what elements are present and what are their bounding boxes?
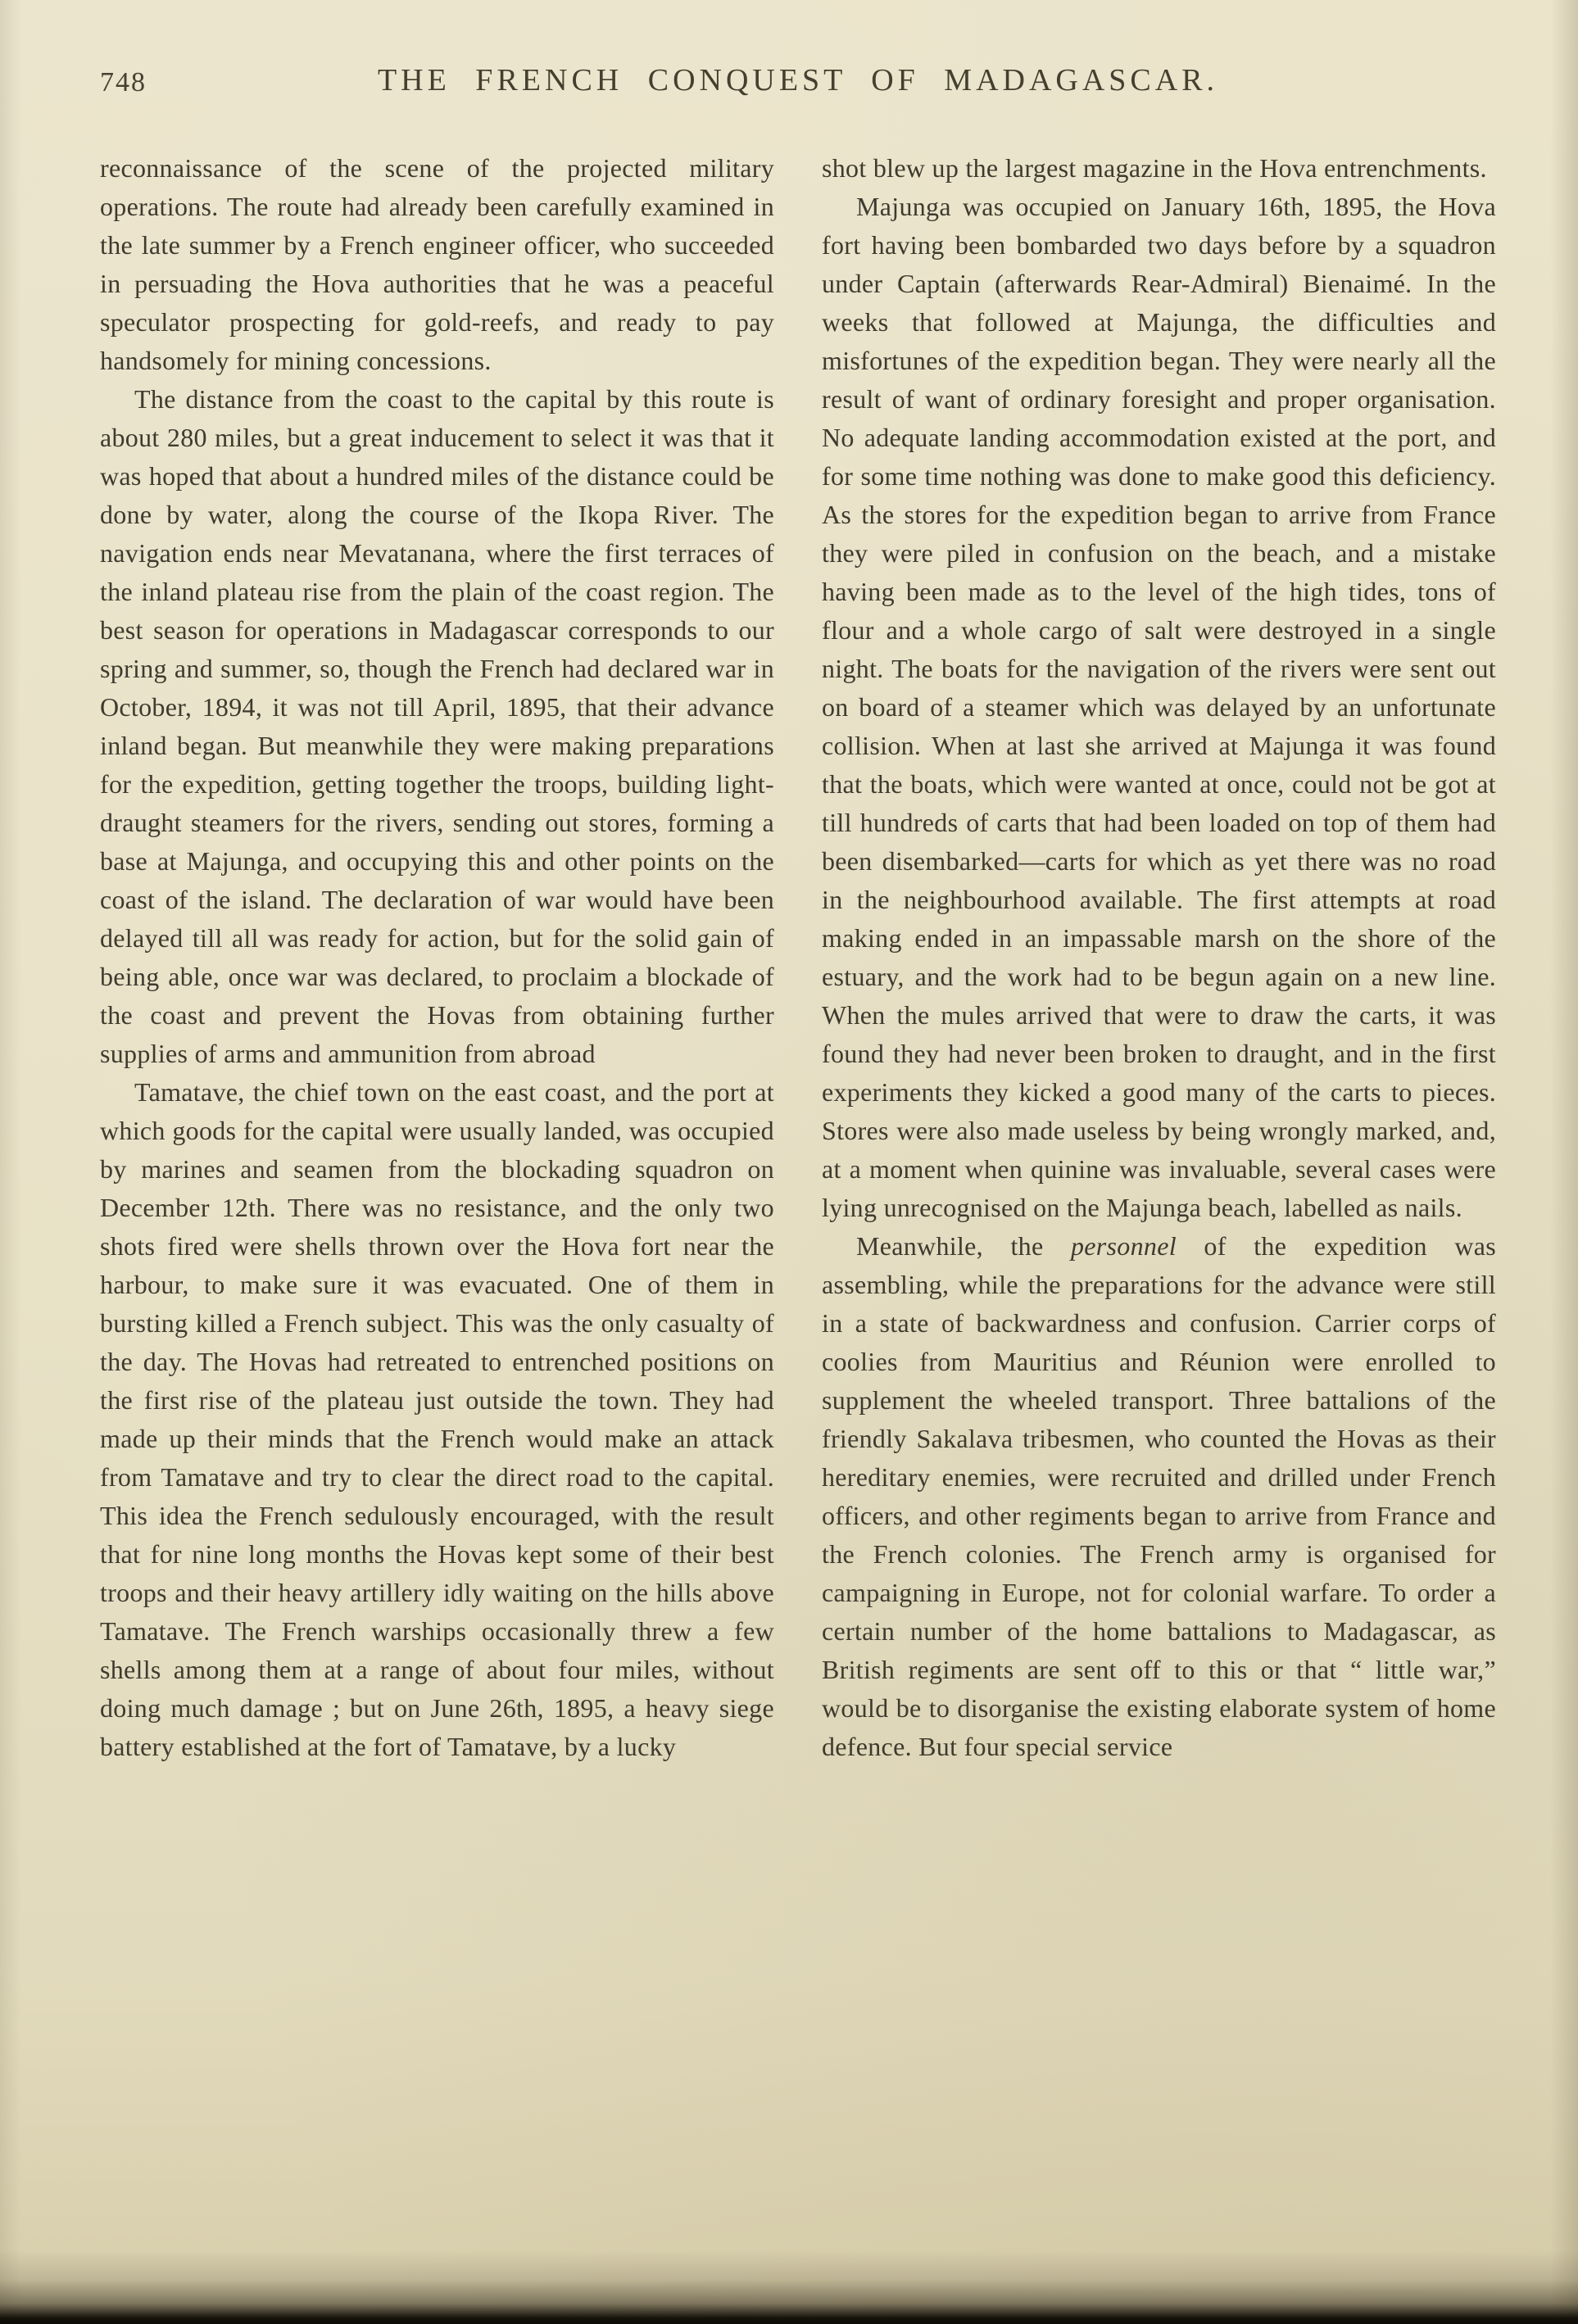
text-run: Tamatave, the chief town on the east coast, and the port at which goods for the capital were usually landed, was occupied by marines and seamen from the blockading squadron on December 12th. There was no resistance, and the only two shots fired were shells thrown over the Hova fort near the harbour, to make sure it was evacuated. One of them in bursting killed a French subject. This was the only casualty of the day. The Hovas had retreated to entrenched positions on the first rise of the plateau just outside the town. They had made up their minds that the French would make an attack from Tamatave and try to clear the direct road to the capital. This idea the French sedulously encouraged, with the result that for nine long months the Hovas kept some of their best troops and their heavy artillery idly waiting on the hills above Tamatave. The French warships occasionally threw a few shells among them at a range of about four miles, without doing much damage ; but on June 26th, 1895, a heavy siege battery established at the fort of Tamatave, by a lucky (100, 1077, 774, 1761)
text-run: of the expedition was assembling, while the preparations for the advance were still in a state of backwardness and confusion. Carrier corps of coolies from Mauritius and Réunion were enrolled to supplement the wheeled transport. Three battalions of the friendly Sakalava tribesmen, who counted the Hovas as their hereditary enemies, were recruited and drilled under French officers, and other regiments began to arrive from France and the French colonies. The French army is organised for campaigning in Europe, not for colonial warfare. To order a certain number of the home battalions to Madagascar, as British regiments are sent off to this or that “ little war,” would be to disorganise the existing elaborate system of home defence. But four special service (822, 1231, 1496, 1761)
text-run: The distance from the coast to the capital by this route is about 280 miles, but a great inducement to select it was that it was hoped that about a hundred miles of the distance could be done by water, along the course of the Ikopa River. The navigation ends near Mevatanana, where the first terraces of the inland plateau rise from the plain of the coast region. The best season for operations in Madagascar corresponds to our spring and summer, so, though the French had declared war in October, 1894, it was not till April, 1895, that their advance inland began. But meanwhile they were making preparations for the expedition, getting together the troops, building light-draught steamers for the rivers, sending out stores, forming a base at Majunga, and occupying this and other points on the coast of the island. The declaration of war would have been delayed till all was ready for action, but for the solid gain of being able, once war was declared, to proclaim a blockade of the coast and prevent the Hovas from obtaining further supplies of arms and ammunition from abroad (100, 384, 774, 1068)
text-run: Majunga was occupied on January 16th, 1895, the Hova fort having been bombarded two days before by a squadron under Captain (afterwards Rear-Admiral) Bienaimé. In the weeks that followed at Majunga, the difficulties and misfortunes of the expedition began. They were nearly all the result of want of ordinary foresight and proper organisation. No adequate landing accommodation existed at the port, and for some time nothing was done to make good this deficiency. As the stores for the expedition began to arrive from France they were piled in confusion on the beach, and a mistake having been made as to the level of the high tides, tons of flour and a whole cargo of salt were destroyed in a single night. The boats for the navigation of the rivers were sent out on board of a steamer which was delayed by an unfortunate collision. When at last she arrived at Majunga it was found that the boats, which were wanted at once, could not be got at till hundreds of carts that had been loaded on top of them had been disembarked—carts for which as yet there was no road in the neighbourhood available. The first attempts at road making ended in an impassable marsh on the shore of the estuary, and the work had to be begun again on a new line. When the mules arrived that were to draw the carts, it was found they had never been broken to draught, and in the first experiments they kicked a good many of the carts to pieces. Stores were also made useless by being wrongly marked, and, at a moment when quinine was invaluable, several cases were lying unrecognised on the Majunga beach, labelled as nails. (822, 192, 1496, 1222)
column-left (100, 149, 774, 1766)
column-right (822, 149, 1496, 1766)
text-run: reconnaissance of the scene of the projected military operations. The route had already been carefully examined in the late summer by a French engineer officer, who succeeded in persuading the Hova authorities that he was a peaceful speculator prospecting for gold-reefs, and ready to pay handsomely for mining concessions. (100, 153, 774, 375)
paragraph (100, 380, 774, 1073)
page-title: THE FRENCH CONQUEST OF MADAGASCAR. (377, 63, 1219, 97)
text-columns (100, 149, 1496, 1766)
page-number: 748 (100, 67, 147, 97)
paragraph (100, 149, 774, 380)
page-bottom-edge-shadow (0, 2250, 1578, 2324)
text-run: shot blew up the largest magazine in the Hova entrenchments. (822, 153, 1487, 183)
paragraph (100, 1073, 774, 1766)
italic-text-run: personnel (1071, 1231, 1177, 1261)
paragraph (822, 149, 1496, 188)
paragraph (822, 188, 1496, 1227)
paragraph (822, 1227, 1496, 1766)
page-header (100, 59, 1496, 111)
text-run: Meanwhile, the (856, 1231, 1071, 1261)
